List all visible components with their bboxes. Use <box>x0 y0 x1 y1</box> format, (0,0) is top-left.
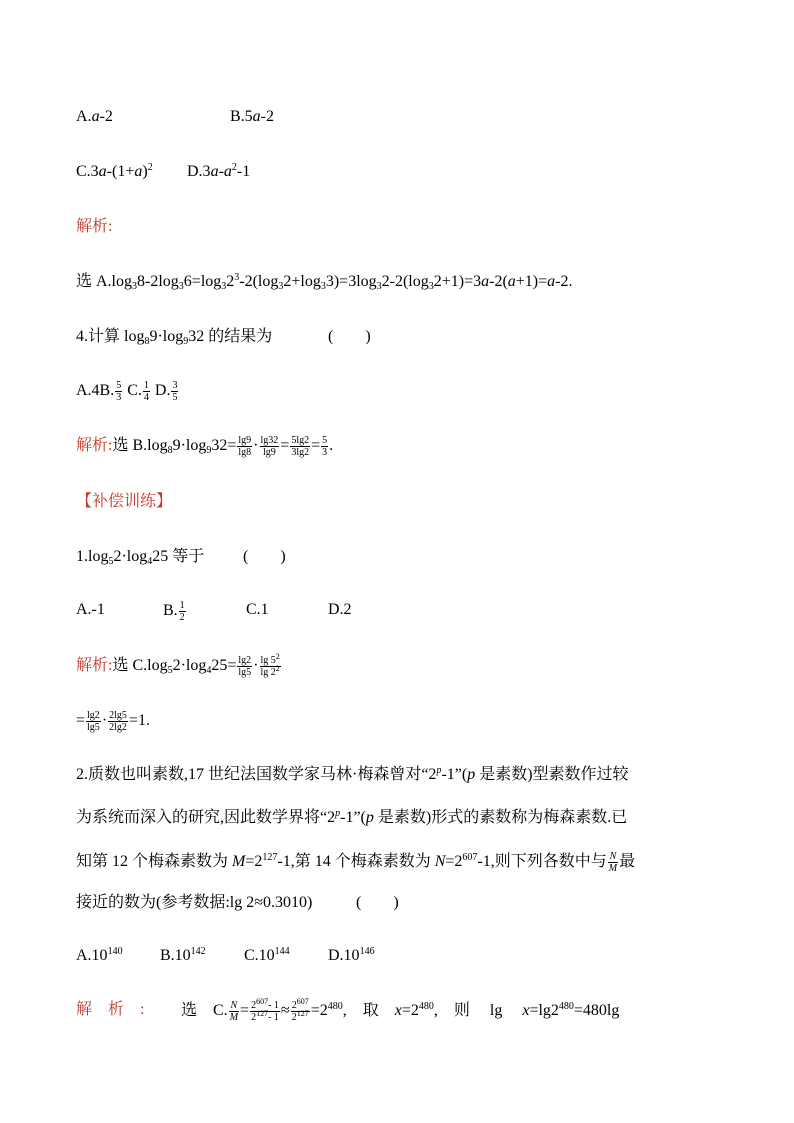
q3-option-b: B.5a-2 <box>230 108 274 125</box>
q4-paren: ( ) <box>328 328 371 345</box>
p1-option-b: B. $\frac{1}{2}$ <box>163 600 185 623</box>
p2-line-3: 知第 12 个梅森素数为 $M=2^{127}-1$,第 14 个梅森素数为 $N=2^{607}-1$,则下列各数中与 $\frac{N}{M}$ 最 <box>76 851 636 874</box>
p2-line-2: 为系统而深入的研究,因此数学界将“2$^p$-1”(p 是素数)形式的素数称为梅森素数.已 <box>76 808 628 826</box>
p1-solution-2: = $\frac{\lg 2}{\lg 5}$ · $\frac{2\lg 5}{2\lg 2}$ =1. <box>76 710 150 733</box>
q3-option-d: $D.3a-a^2-1$ <box>187 162 251 180</box>
p2-line-4: 接近的数为(参考数据:lg 2≈0.3010) <box>76 894 313 911</box>
p2-line-1: 2.质数也叫素数,17 世纪法国数学家马林·梅森曾对“2$^p$-1”(p 是素数)型素数作过较 <box>76 765 629 783</box>
p1-option-c: C.1 <box>246 601 269 618</box>
section-title: 【补偿训练】 <box>76 491 173 510</box>
q4-solution-label: 解析: <box>76 437 113 455</box>
p1-option-d: D.2 <box>328 601 352 618</box>
p1-stem: $1.\log_52\cdot\log_425$ 等于 <box>76 548 205 567</box>
p2-option-b: $B.10^{142}$ <box>160 946 206 964</box>
p2-option-c: $C.10^{144}$ <box>244 946 290 964</box>
p1-paren: ( ) <box>243 548 286 565</box>
p2-solution: 选 C. $\frac{N}{M}$ = $\frac{2^{607}- 1}{2^{127}- 1}$ ≈ $\frac{2^{607}}{2^{127}}$ $=2^{480}$, 取 $x=2^{480}$, 则 lg $x=\lg 2^{480}=480\lg$ <box>181 997 620 1023</box>
q4-stem: 4.计算 $\log_89\cdot\log_932$ 的结果为 <box>76 328 273 347</box>
p2-option-d: $D.10^{146}$ <box>328 946 375 964</box>
q4-solution: 解析:选 $B.\log_89\cdot\log_932=$ $\frac{\lg 9}{\lg 8}$ · $\frac{\lg 32}{\lg 9}$ = $\frac{5\lg 2}{3\lg 2}$ = $\frac{5}{3}$ . <box>76 435 334 458</box>
q3-solution: 选 $A.\log_38-2\log_36=\log_32^3-2(\log_32+\log_33)=3\log_32-2(\log_32+1)=3a-2(a+1)=a-2$. <box>76 272 573 292</box>
p2-paren: ( ) <box>356 894 399 911</box>
q3-solution-label: 解析: <box>76 218 113 235</box>
p2-option-a: $A.10^{140}$ <box>76 946 123 964</box>
p1-solution-label: 解析: <box>76 657 113 675</box>
p1-option-a: A.-1 <box>76 601 105 618</box>
q4-options: A.4B. $\frac{5}{3}$ C. $\frac{1}{4}$ D. $\frac{3}{5}$ <box>76 380 178 403</box>
p2-solution-label: 解 析 : <box>76 1001 145 1018</box>
q3-option-a: A.a-2 <box>76 108 113 125</box>
q3-option-c: $C.3a-(1+a)^2$ <box>76 162 153 180</box>
p1-solution-1: 解析:选 $C.\log_52\cdot\log_425=$ $\frac{\lg 2}{\lg 5}$ · $\frac{\lg 5^2}{\lg 2^2}$ <box>76 652 280 678</box>
